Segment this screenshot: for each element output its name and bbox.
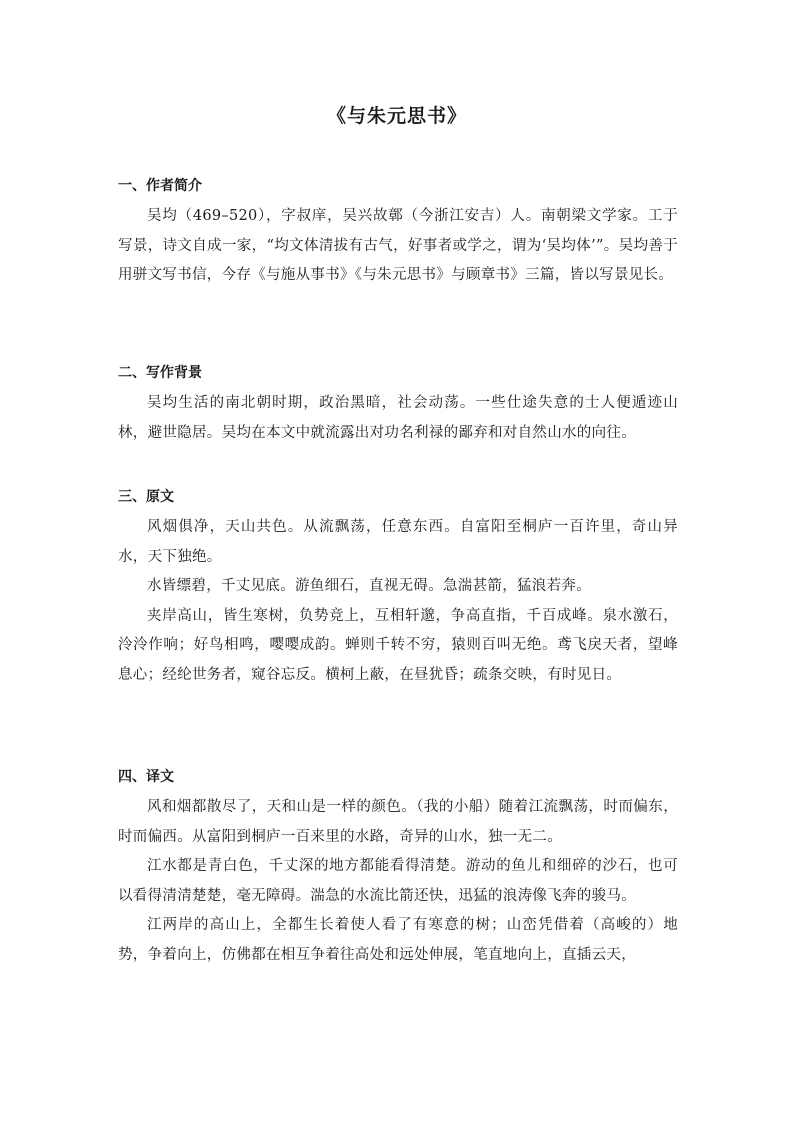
section-heading: 一、作者简介 bbox=[118, 178, 202, 194]
section-author-intro bbox=[118, 174, 678, 291]
section-heading: 三、原文 bbox=[118, 489, 174, 505]
paragraph: 风烟俱净，天山共色。从流飘荡，任意东西。自富阳至桐庐一百许里，奇山异水，天下独绝。 bbox=[118, 519, 678, 565]
section-translation bbox=[118, 765, 678, 970]
document-title: 《与朱元思书》 bbox=[326, 105, 467, 127]
paragraph: 夹岸高山，皆生寒树，负势竞上，互相轩邈，争高直指，千百成峰。泉水激石，泠泠作响；好鸟相鸣，嘤嘤成韵。蝉则千转不穷，猿则百叫无绝。鸢飞戾天者，望峰息心；经纶世务者，窥谷忘反。横柯上蔽，在昼犹昏；疏条交映，有时见日。 bbox=[118, 607, 678, 683]
paragraph: 风和烟都散尽了，天和山是一样的颜色。（我的小船）随着江流飘荡，时而偏东，时而偏西。从富阳到桐庐一百来里的水路，奇异的山水，独一无二。 bbox=[118, 799, 678, 845]
section-original-text bbox=[118, 485, 678, 690]
paragraph: 江两岸的高山上，全都生长着使人看了有寒意的树；山峦凭借着（高峻的）地势，争着向上，仿佛都在相互争着往高处和远处伸展，笔直地向上，直插云天， bbox=[118, 917, 678, 963]
paragraph: 吴均（469–520），字叔庠，吴兴故鄣（今浙江安吉）人。南朝梁文学家。工于写景，诗文自成一家，“均文体清拔有古气，好事者或学之，谓为‘吴均体’”。吴均善于用骈文写书信，今存《与施从事书》《与朱元思书》与顾章书》三篇，皆以写景见长。 bbox=[118, 208, 678, 283]
paragraph: 吴均生活的南北朝时期，政治黑暗，社会动荡。一些仕途失意的士人便遁迹山林，避世隐居。吴均在本文中就流露出对功名利禄的鄙弃和对自然山水的向往。 bbox=[118, 395, 678, 441]
section-heading: 四、译文 bbox=[118, 769, 174, 785]
section-writing-background bbox=[118, 361, 678, 448]
paragraph: 江水都是青白色，千丈深的地方都能看得清楚。游动的鱼儿和细碎的沙石，也可以看得清清楚楚，毫无障碍。湍急的水流比箭还快，迅猛的浪涛像飞奔的骏马。 bbox=[118, 858, 678, 904]
section-heading: 二、写作背景 bbox=[118, 365, 202, 381]
paragraph: 水皆缥碧，千丈见底。游鱼细石，直视无碍。急湍甚箭，猛浪若奔。 bbox=[147, 578, 591, 594]
